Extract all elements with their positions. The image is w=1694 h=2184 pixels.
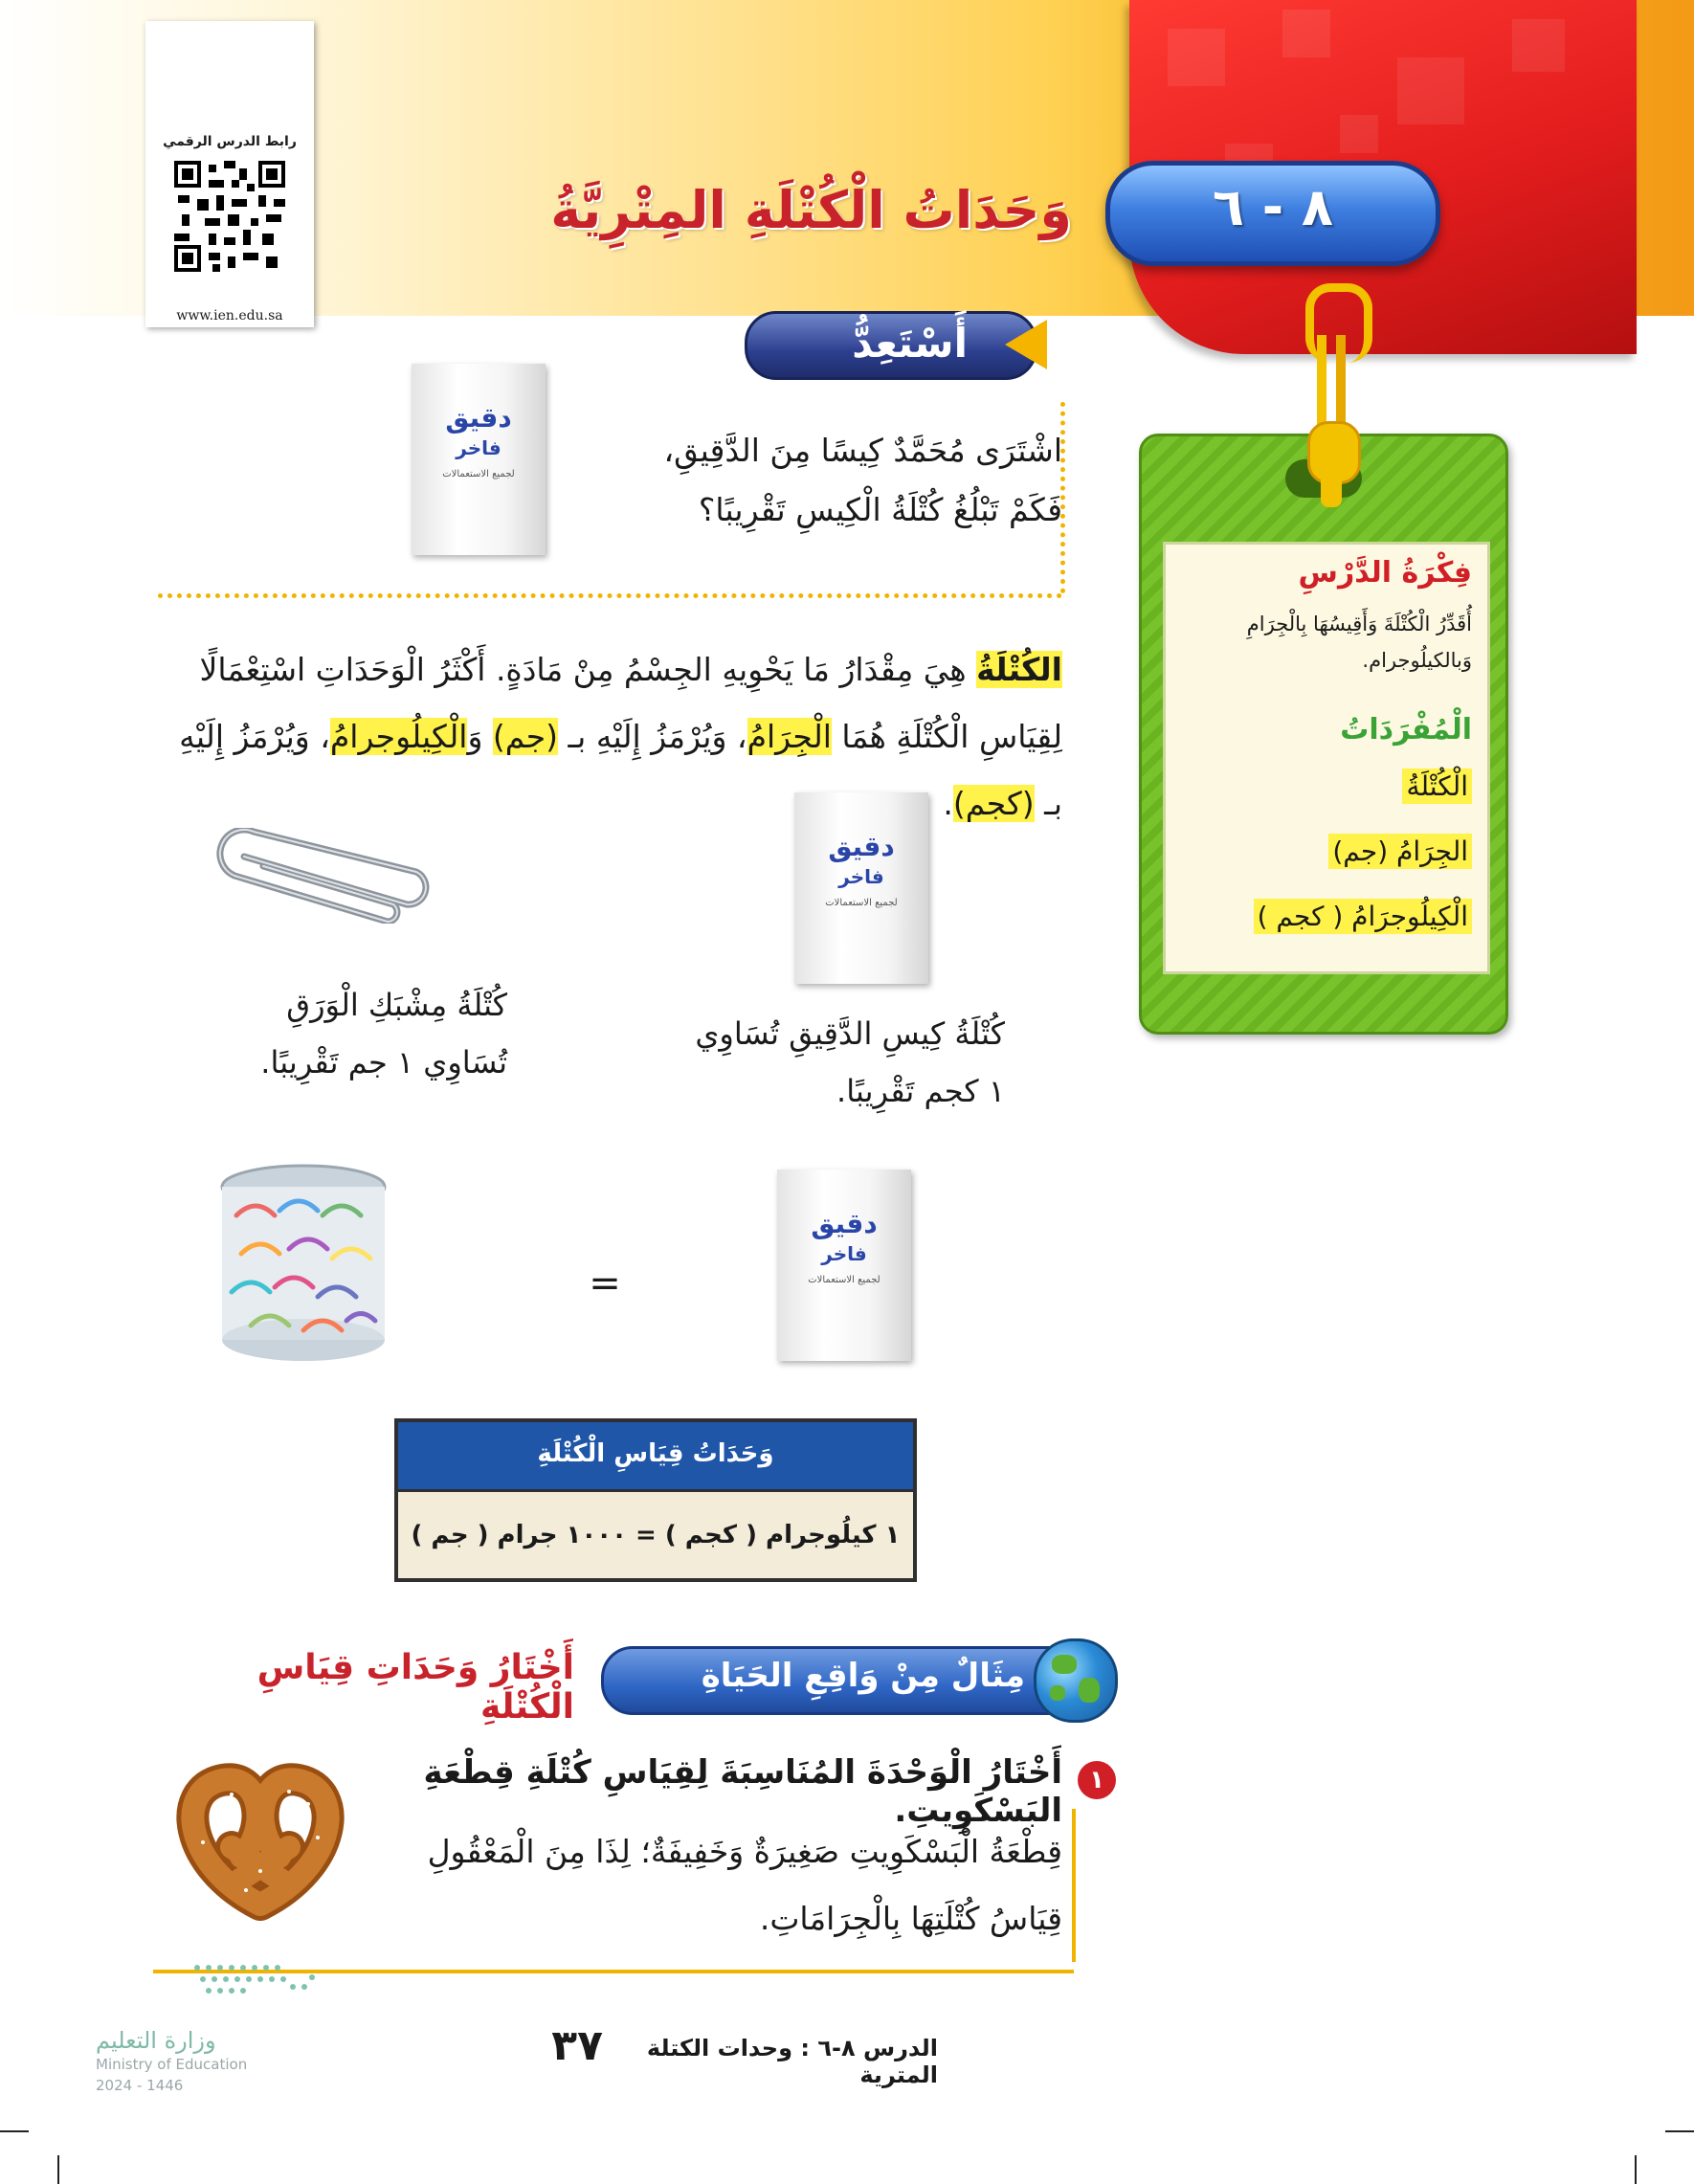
vocab-item: الْكِيلُوجرَامُ ( كجم ) [1175, 901, 1472, 932]
page-number: ٣٧ [551, 2021, 603, 2070]
ready-label: أَسْتَعِدُّ [852, 320, 968, 367]
flour-bag-image: دقيق فاخر لجميع الاستعمالات [777, 1170, 911, 1361]
vocab-item: الْكُتْلَةُ [1175, 770, 1472, 802]
mass-units-table [394, 1418, 917, 1582]
lesson-number-badge [1105, 161, 1440, 266]
crop-mark [57, 2155, 59, 2184]
answer-border [1072, 1809, 1076, 1962]
example-label: مِثَالٌ مِنْ وَاقِعِ الحَيَاةِ [701, 1657, 1025, 1695]
paper-clips-jar-image [212, 1158, 394, 1369]
ministry-name-english: Ministry of Education [96, 2056, 248, 2073]
lesson-number: ٨ - ٦ [1213, 177, 1333, 237]
lesson-idea-text: أُقَدِّرُ الْكُتْلَةَ وَأَقِيسُهَا بِالْجِرَامِ وَبالكيلُوجرام. [1246, 613, 1472, 672]
example-topic: أَخْتَارُ وَحَدَاتِ قِيَاسِ الْكُتْلَةِ [256, 1648, 574, 1727]
flour-caption: كُتْلَةُ كِيسِ الدَّقِيقِ تُسَاوِي ١ كجم تَقْرِيبًا. [695, 1015, 1005, 1109]
ministry-name-arabic: وزارة التعليم [96, 2027, 216, 2054]
rope-end [1321, 469, 1342, 507]
clip-caption: كُتْلَةُ مِشْبَكِ الْوَرَقِ تُسَاوِي ١ جم تَقْرِيبًا. [260, 987, 507, 1081]
vocabulary-title: الْمُفْرَدَاتُ [1340, 713, 1472, 747]
qr-label: رابط الدرس الرقمي [163, 134, 297, 149]
arrow-icon [1005, 320, 1047, 369]
example-answer: قِطْعَةُ الْبَسْكَوِيتِ صَغِيرَةٌ وَخَفِيفَةٌ؛ لِذَا مِنَ الْمَعْقُولِ قِيَاسُ كُتْلَتِهَا بِالْجِرَامَاتِ. [427, 1833, 1062, 1937]
ministry-logo-icon [188, 1958, 322, 2004]
flour-bag-image: دقيق فاخر لجميع الاستعمالات [412, 364, 546, 555]
table-row: ١ كيلُوجرام ( كجم ) = ١٠٠٠ جرام ( جم ) [398, 1492, 913, 1578]
example-question: أَخْتَارُ الْوَحْدَةَ المُنَاسِبَةَ لِقِيَاسِ كُتْلَةِ قِطْعَةِ البَسْكَوِيتِ. [423, 1753, 1062, 1830]
vocab-item: الجِرَامُ (جم) [1175, 836, 1472, 867]
lesson-idea-title: فِكْرَةُ الدَّرْسِ [1298, 556, 1472, 590]
paper-clip-image [215, 828, 445, 924]
pretzel-image [165, 1751, 356, 1924]
card-inner [1163, 542, 1490, 974]
edition-year: 2024 - 1446 [96, 2077, 184, 2094]
dotted-border [158, 593, 1062, 598]
equals-sign: = [589, 1261, 621, 1305]
crop-mark [1635, 2155, 1637, 2184]
question-number: ١ [1078, 1761, 1116, 1799]
globe-icon [1034, 1638, 1118, 1723]
ready-badge [745, 311, 1037, 380]
qr-code-icon[interactable] [174, 161, 285, 272]
dotted-border [1060, 402, 1065, 593]
mass-definition: الكُتْلَةُ هِيَ مِقْدَارُ مَا يَحْوِيهِ الجِسْمُ مِنْ مَادَةٍ. أَكْثَرُ الْوَحَدَاتِ اسْتِعْمَالًا لِقِيَاسِ الْكُتْلَةِ هُمَا الْجِرَامُ، وَيُرْمَزُ إِلَيْهِ بـ (جم) وَالْكِيلُوجرامُ، وَيُرْمَزُ إِلَيْهِ بـ (كجم). [179, 651, 1062, 822]
qr-url[interactable]: www.ien.edu.sa [176, 308, 283, 323]
flour-bag-image: دقيق فاخر لجميع الاستعمالات [794, 792, 928, 984]
lesson-title: وَحَدَاتُ الْكُتْلَةِ المِتْرِيَّةُ [550, 180, 1072, 240]
crop-mark [0, 2130, 29, 2132]
footer-lesson-title: الدرس ٨-٦ : وحدات الكتلة المترية [646, 2035, 938, 2088]
ready-question: اشْتَرَى مُحَمَّدٌ كِيسًا مِنَ الدَّقِيقِ، فَكَمْ تَبْلُغُ كُتْلَةُ الْكِيسِ تَقْرِيبًا؟ [663, 432, 1062, 528]
qr-card [145, 21, 314, 327]
lesson-idea-card [1139, 434, 1508, 1035]
real-life-example-badge [601, 1646, 1104, 1715]
rope [1317, 335, 1326, 431]
table-header: وَحَدَاتُ قِيَاسِ الْكُتْلَةِ [398, 1422, 913, 1492]
rope [1336, 335, 1346, 431]
crop-mark [1665, 2130, 1694, 2132]
